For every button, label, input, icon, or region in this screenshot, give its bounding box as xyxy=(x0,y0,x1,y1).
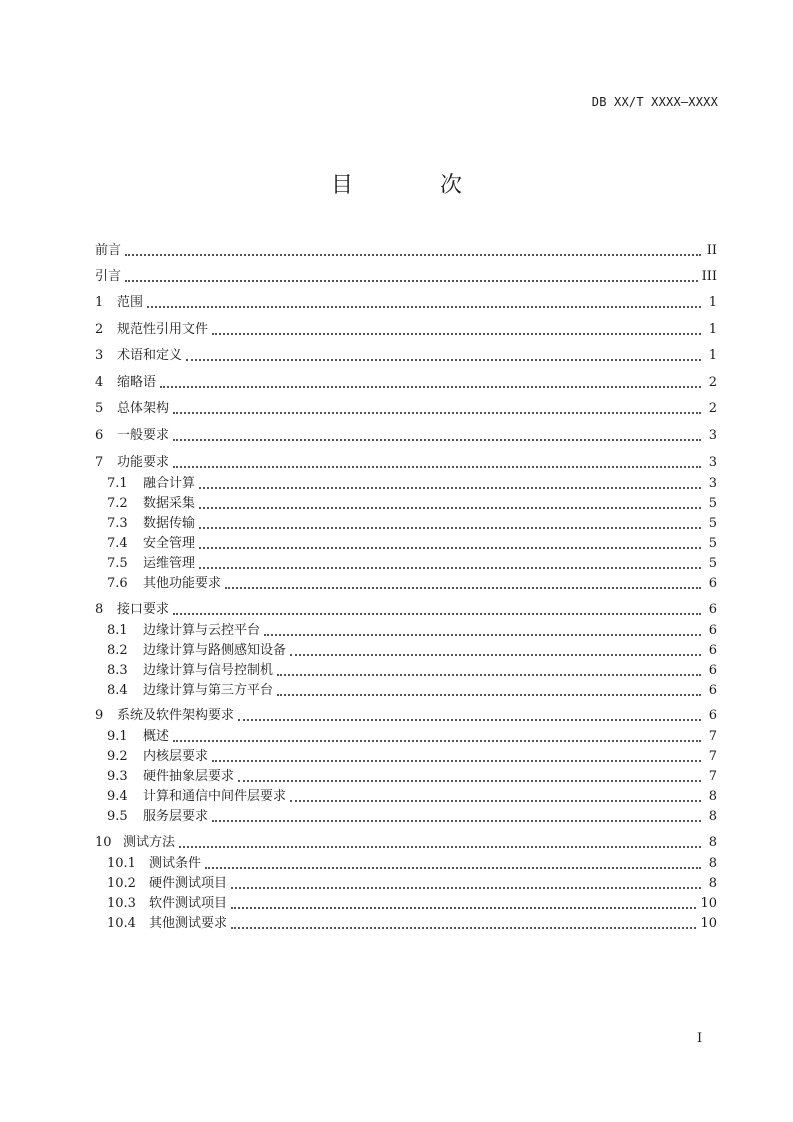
toc-entry-page: 6 xyxy=(708,708,717,723)
toc-entry-number: 7.5 xyxy=(107,556,128,571)
toc-entry[interactable] xyxy=(107,748,717,766)
toc-entry[interactable] xyxy=(95,268,717,286)
toc-entry-title: 规范性引用文件 xyxy=(117,322,209,337)
toc-entry-number: 9 xyxy=(95,708,104,723)
toc-entry-page: 1 xyxy=(708,295,717,310)
toc-leader-dots xyxy=(212,332,701,335)
toc-entry-page: 3 xyxy=(708,428,717,443)
toc-leader-dots xyxy=(199,566,701,569)
toc-entry-title: 运维管理 xyxy=(143,556,196,571)
toc-entry[interactable] xyxy=(95,347,717,365)
toc-entry-number: 5 xyxy=(95,401,104,416)
toc-entry-title: 系统及软件架构要求 xyxy=(117,708,235,723)
page-title: 目 次 xyxy=(331,173,502,198)
toc-entry[interactable] xyxy=(95,707,717,725)
toc-entry-number: 3 xyxy=(95,348,104,363)
toc-entry-page: 6 xyxy=(708,602,717,617)
toc-entry[interactable] xyxy=(107,768,717,786)
toc-entry[interactable] xyxy=(95,374,717,392)
toc-entry-title: 一般要求 xyxy=(117,428,170,443)
toc-leader-dots xyxy=(277,673,701,676)
toc-entry-page: 8 xyxy=(708,876,717,891)
toc-entry[interactable] xyxy=(95,454,717,472)
toc-entry-title: 边缘计算与路侧感知设备 xyxy=(143,643,287,658)
toc-entry-title: 术语和定义 xyxy=(117,348,183,363)
standard-code: DB XX/T XXXX—XXXX xyxy=(591,95,718,109)
toc-entry[interactable] xyxy=(107,495,717,513)
toc-entry-title: 其他测试要求 xyxy=(149,916,228,931)
toc-entry[interactable] xyxy=(107,682,717,700)
toc-leader-dots xyxy=(125,253,701,256)
toc-entry-page: 1 xyxy=(708,348,717,363)
toc-entry[interactable] xyxy=(107,475,717,493)
toc-leader-dots xyxy=(277,693,701,696)
toc-entry-title: 软件测试项目 xyxy=(149,896,228,911)
toc-entry-page: 6 xyxy=(708,663,717,678)
toc-entry-title: 边缘计算与云控平台 xyxy=(143,623,261,638)
toc-entry-number: 7.2 xyxy=(107,496,128,511)
toc-leader-dots xyxy=(231,926,696,929)
toc-entry-title: 测试条件 xyxy=(149,856,202,871)
toc-entry-number: 7.3 xyxy=(107,516,128,531)
toc-entry[interactable] xyxy=(107,622,717,640)
toc-entry-title: 功能要求 xyxy=(117,455,170,470)
toc-entry[interactable] xyxy=(95,601,717,619)
toc-leader-dots xyxy=(179,845,701,848)
toc-entry-page: 8 xyxy=(708,835,717,850)
toc-entry[interactable] xyxy=(107,555,717,573)
toc-entry-title: 概述 xyxy=(143,729,170,744)
toc-entry-page: 5 xyxy=(708,516,717,531)
toc-entry-page: 5 xyxy=(708,536,717,551)
toc-entry[interactable] xyxy=(107,895,717,913)
toc-entry-number: 1 xyxy=(95,295,104,310)
toc-leader-dots xyxy=(231,906,696,909)
toc-entry-title: 融合计算 xyxy=(143,476,196,491)
toc-entry-title: 硬件测试项目 xyxy=(149,876,228,891)
toc-leader-dots xyxy=(147,305,701,308)
toc-leader-dots xyxy=(238,718,701,721)
toc-leader-dots xyxy=(173,411,701,414)
toc-leader-dots xyxy=(186,358,701,361)
toc-entry-title: 引言 xyxy=(95,269,122,284)
toc-entry-number: 7 xyxy=(95,455,104,470)
toc-entry-title: 范围 xyxy=(117,295,144,310)
toc-entry-page: II xyxy=(706,243,717,258)
toc-entry-title: 安全管理 xyxy=(143,536,196,551)
toc-entry-title: 其他功能要求 xyxy=(143,576,222,591)
toc-entry-title: 测试方法 xyxy=(123,835,176,850)
toc-entry-page: 1 xyxy=(708,322,717,337)
toc-entry-number: 4 xyxy=(95,375,104,390)
toc-entry[interactable] xyxy=(107,575,717,593)
toc-entry[interactable] xyxy=(107,662,717,680)
toc-entry-page: III xyxy=(701,269,717,284)
toc-entry[interactable] xyxy=(95,321,717,339)
toc-leader-dots xyxy=(173,612,701,615)
toc-leader-dots xyxy=(290,799,701,802)
toc-entry-title: 边缘计算与信号控制机 xyxy=(143,663,274,678)
toc-entry-page: 8 xyxy=(708,856,717,871)
toc-entry-number: 10.4 xyxy=(107,916,136,931)
toc-entry-page: 3 xyxy=(708,476,717,491)
page-number: I xyxy=(697,1031,703,1046)
toc-entry-number: 8.3 xyxy=(107,663,128,678)
toc-entry-page: 10 xyxy=(700,916,717,931)
toc-leader-dots xyxy=(264,633,701,636)
toc-entry-title: 计算和通信中间件层要求 xyxy=(143,789,287,804)
toc-leader-dots xyxy=(199,526,701,529)
toc-entry-number: 7.1 xyxy=(107,476,128,491)
toc-leader-dots xyxy=(199,546,701,549)
toc-leader-dots xyxy=(125,279,698,282)
toc-entry-number: 2 xyxy=(95,322,104,337)
toc-entry[interactable] xyxy=(95,400,717,418)
toc-entry-number: 6 xyxy=(95,428,104,443)
toc-entry-number: 9.4 xyxy=(107,789,128,804)
toc-leader-dots xyxy=(225,586,701,589)
toc-leader-dots xyxy=(199,506,701,509)
toc-entry-page: 5 xyxy=(708,496,717,511)
toc-entry-title: 数据传输 xyxy=(143,516,196,531)
toc-entry-number: 8 xyxy=(95,602,104,617)
toc-leader-dots xyxy=(205,866,701,869)
toc-entry[interactable] xyxy=(107,515,717,533)
toc-entry[interactable] xyxy=(107,808,717,826)
toc-leader-dots xyxy=(231,886,701,889)
toc-entry-number: 9.5 xyxy=(107,809,128,824)
toc-leader-dots xyxy=(199,486,701,489)
toc-leader-dots xyxy=(173,739,701,742)
toc-entry[interactable] xyxy=(107,728,717,746)
toc-entry-page: 7 xyxy=(708,769,717,784)
toc-entry-title: 接口要求 xyxy=(117,602,170,617)
toc-entry-title: 总体架构 xyxy=(117,401,170,416)
toc-entry-number: 9.2 xyxy=(107,749,128,764)
toc-entry-title: 服务层要求 xyxy=(143,809,209,824)
toc-leader-dots xyxy=(173,438,701,441)
toc-entry-page: 6 xyxy=(708,643,717,658)
toc-entry-number: 9.3 xyxy=(107,769,128,784)
toc-entry-title: 内核层要求 xyxy=(143,749,209,764)
toc-entry[interactable] xyxy=(107,875,717,893)
toc-entry-page: 7 xyxy=(708,729,717,744)
toc-entry-number: 10.2 xyxy=(107,876,136,891)
toc-entry[interactable] xyxy=(107,855,717,873)
toc-entry[interactable] xyxy=(107,915,717,933)
toc-leader-dots xyxy=(212,759,701,762)
toc-entry-page: 7 xyxy=(708,749,717,764)
toc-entry-number: 7.6 xyxy=(107,576,128,591)
toc-entry-page: 8 xyxy=(708,789,717,804)
toc-entry-number: 10.1 xyxy=(107,856,136,871)
toc-entry-number: 8.2 xyxy=(107,643,128,658)
toc-entry-number: 7.4 xyxy=(107,536,128,551)
toc-entry[interactable] xyxy=(95,427,717,445)
toc-entry-title: 数据采集 xyxy=(143,496,196,511)
toc-entry-page: 10 xyxy=(700,896,717,911)
toc-entry-page: 3 xyxy=(708,455,717,470)
toc-entry[interactable] xyxy=(107,535,717,553)
toc-entry[interactable] xyxy=(107,788,717,806)
toc-entry[interactable] xyxy=(95,294,717,312)
toc-leader-dots xyxy=(238,779,701,782)
toc-entry-page: 2 xyxy=(708,401,717,416)
toc-entry-page: 2 xyxy=(708,375,717,390)
toc-entry-number: 8.1 xyxy=(107,623,128,638)
toc-entry-number: 9.1 xyxy=(107,729,128,744)
toc-entry-title: 前言 xyxy=(95,243,122,258)
toc-leader-dots xyxy=(160,385,701,388)
toc-entry-number: 10.3 xyxy=(107,896,136,911)
toc-leader-dots xyxy=(212,819,701,822)
toc-leader-dots xyxy=(290,653,701,656)
toc-entry-page: 6 xyxy=(708,623,717,638)
toc-entry-number: 10 xyxy=(95,835,112,850)
toc-leader-dots xyxy=(173,465,701,468)
toc-entry-page: 5 xyxy=(708,556,717,571)
toc-entry[interactable] xyxy=(95,834,717,852)
toc-entry-page: 6 xyxy=(708,576,717,591)
toc-entry-page: 8 xyxy=(708,809,717,824)
toc-entry-number: 8.4 xyxy=(107,683,128,698)
toc-entry-title: 缩略语 xyxy=(117,375,157,390)
toc-entry[interactable] xyxy=(95,242,717,260)
toc-entry-title: 边缘计算与第三方平台 xyxy=(143,683,274,698)
toc-entry[interactable] xyxy=(107,642,717,660)
toc-entry-page: 6 xyxy=(708,683,717,698)
toc-entry-title: 硬件抽象层要求 xyxy=(143,769,235,784)
